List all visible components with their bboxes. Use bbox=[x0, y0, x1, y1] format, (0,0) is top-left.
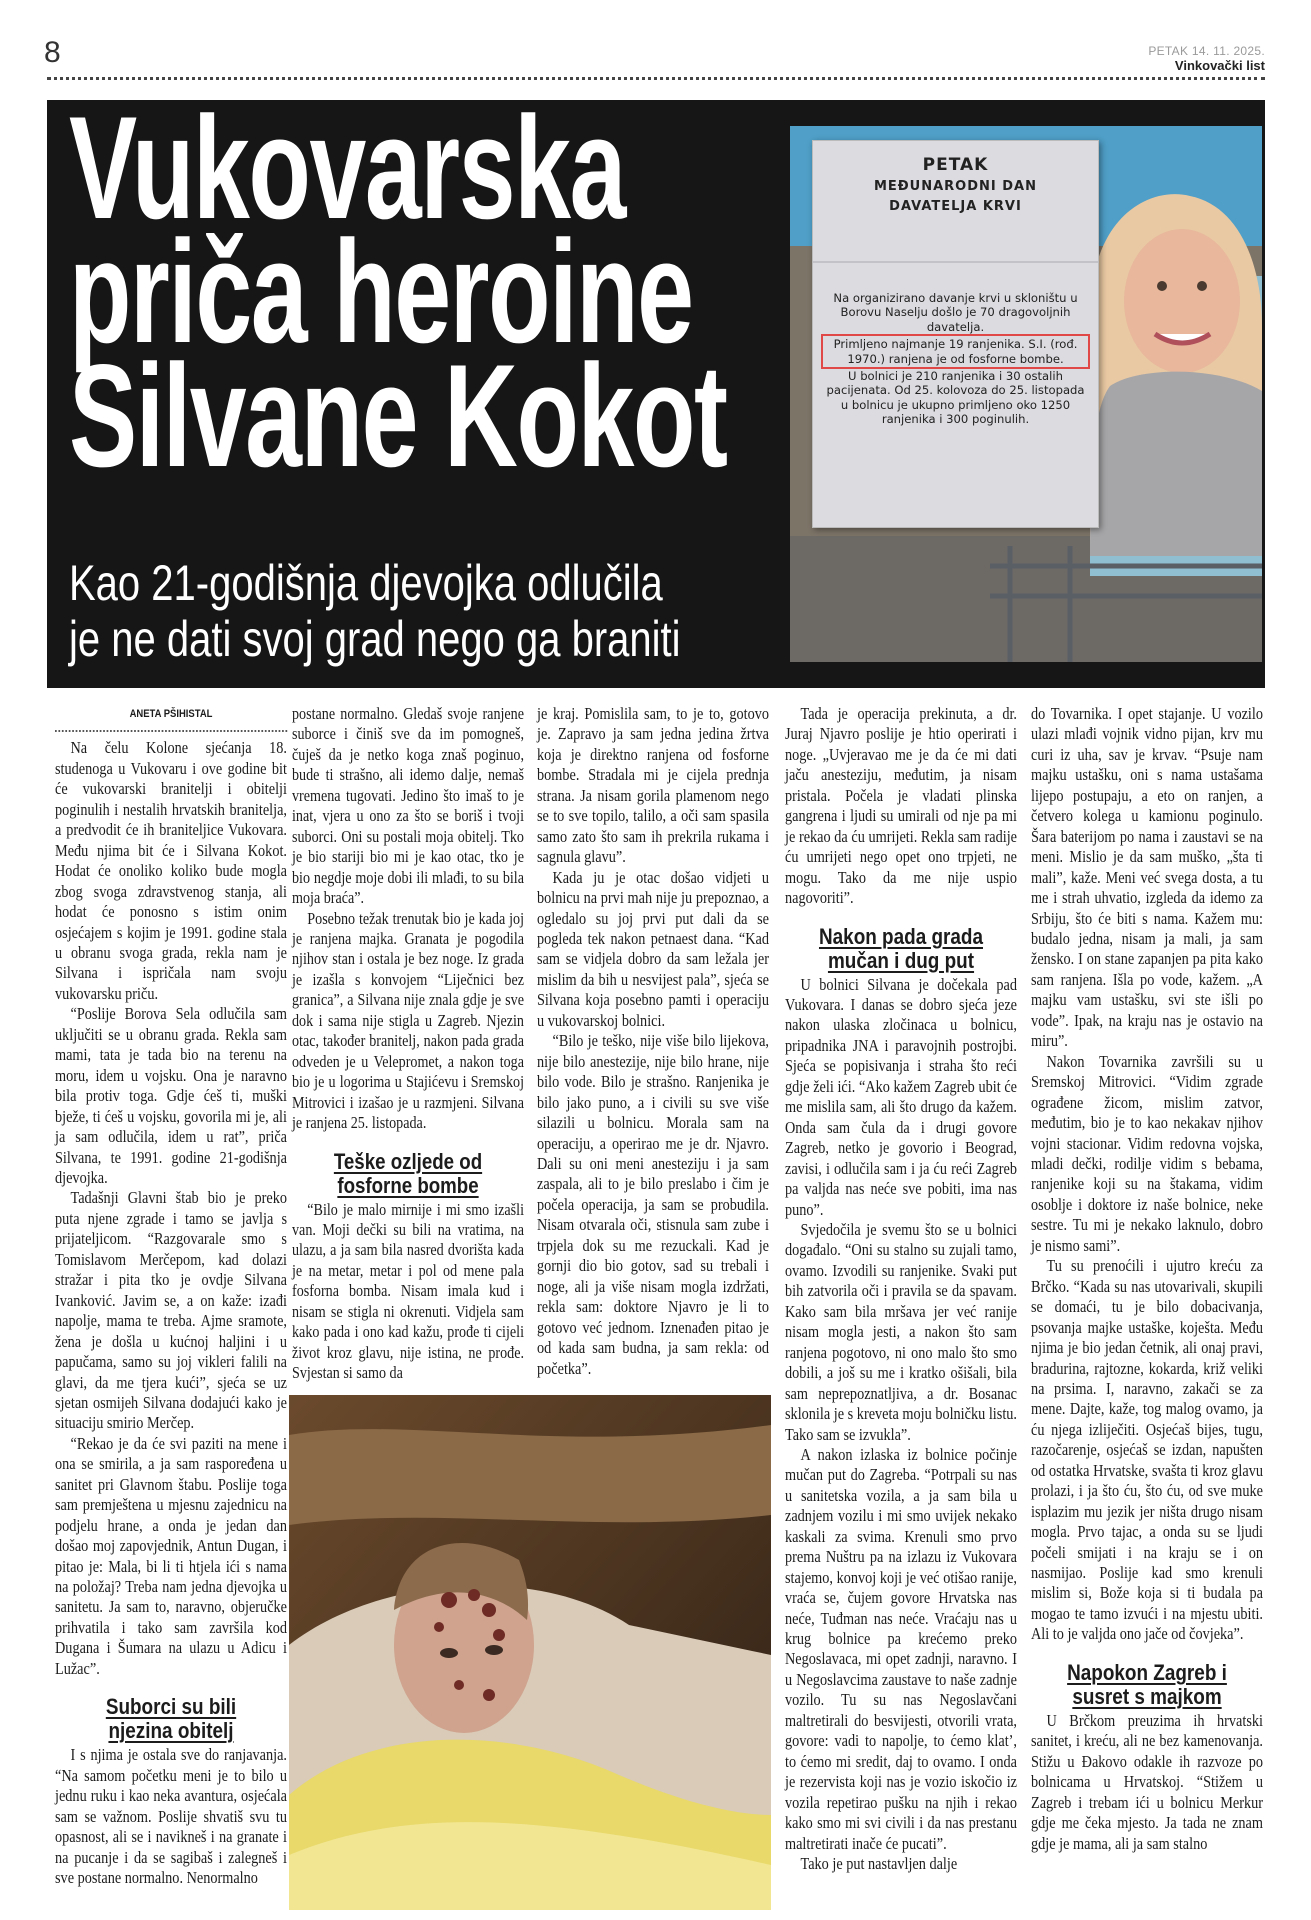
article-paragraph: U bolnici Silvana je dočekala pad Vukovara. I danas se dobro sjeća jeze nakon ulaska zločinaca u bolnicu, pripadnika JNA i paravojnih postrojbi. Sjeća se popisivanja i straha što reći gdje želi ići. “Ako kažem Zagreb ubit će me mislila sam, ali što drugo da kažem. Onda sam čula da i drugi govore Zagreb, netko je govorio i Beograd, zavisi, i odlučila sam i ja ću reći Zagreb pa valjda nas neće sve pobiti, ima nas puno”. bbox=[785, 974, 1017, 1219]
article-paragraph: U Brčkom preuzima ih hrvatski sanitet, i kreću, ali ne bez kamenovanja. Stižu u Đakovo odakle ih razvoze po bolnicama u Hrvatskoj. “Stižem u Zagreb i trebam ići u bolnicu Merkur gdje me čeka mjesto. Ja tada ne znam gdje je mama, ali ja sam stalno bbox=[1031, 1710, 1263, 1853]
section-heading-line: susret s majkom bbox=[1072, 1683, 1222, 1709]
article-paragraph: I s njima je ostala sve do ranjavanja. “Na samom početku meni je to bilo u jednu ruku i kao neka avantura, osjećala sam se važnom. Poslije shvatiš svu tu opasnost, ali se i navikneš i na granate i na pucanje i da se sagibaš i zalegneš i sve postane normalno. Nenormalno bbox=[55, 1745, 287, 1888]
article-paragraph: Na čelu Kolone sjećanja 18. studenoga u Vukovaru i ove godine bit će vukovarski branitelji i obitelji poginulih i nestalih hrvatskih branitelja, a predvodit će ih braniteljice Vukovara. Među njima bit će i Silvana Kokot. Hodat će onoliko koliko bude mogla zbog svoga zdravstvenog stanja, ali hodat će ponosno s istim onim osjećajem s kojim je 1991. godine stala u obranu svoga grada, rekla nam je Silvana i ispričala nam svoju vukovarsku priču. bbox=[55, 738, 287, 1003]
wounded-girl-image bbox=[289, 1395, 771, 1910]
sign-subtitle: DAVATELJA KRVI bbox=[889, 199, 1022, 214]
article-column bbox=[1031, 704, 1263, 1854]
section-heading-line: Napokon Zagreb i bbox=[1067, 1659, 1227, 1685]
masthead-info bbox=[1148, 44, 1265, 73]
sign-text: U bolnici je 210 ranjenika i 30 ostalih pacijenata. Od 25. kolovoza do 25. listopada u bolnicu je ukupno primljeno oko 1250 ranjenika i 300 poginulih. bbox=[826, 369, 1085, 427]
sign-body bbox=[813, 291, 1098, 427]
section-heading bbox=[292, 1150, 524, 1198]
section-heading-line: mučan i dug put bbox=[827, 947, 975, 973]
hospital-photo bbox=[289, 1395, 771, 1910]
portrait-photo bbox=[790, 126, 1262, 662]
article-paragraph: Tadašnji Glavni štab bio je preko puta njene zgrade i tamo se javlja s prijateljicom. “Razgovarale smo s Tomislavom Merčepom, kad dolazi stražar i pita tko je ovdje Silvana Ivanković. Javim se, a on kaže: izađi napolje, mama te treba. Ajme sramote, žena je došla u kućnoj haljini i u papučama, samo su joj vikleri falili na glavi, da me tjera kući”, sjeća se uz sjetan osmijeh Silvana dodajući kako je situaciju smirio Merčep. bbox=[55, 1188, 287, 1433]
article-paragraph: A nakon izlaska iz bolnice počinje mučan put do Zagreba. “Potrpali su nas u sanitetska vozila, a ja sam bila u zadnjem vozilu i mi smo uvijek nekako kaskali za svima. Krenuli smo prvo prema Nuštru pa na izlazu iz Vukovara stajemo, konvoj koji je već otišao ranije, vraća se, čujem govore Hrvatska nas neće, Tuđman nas neće. Vraćaju nas u krug bolnice pa krećemo preko Negoslavaca, mi opet zadnji, naravno. I u Negoslavcima zaustave to naše zadnje vozilo. Tu su nas Negoslavčani maltretirali do besvijesti, otvorili vrata, govore: vadi to napolje, to ćemo klat’, to ćemo mi sredit, daj to ovamo. I onda je rezervista koji nas je vozio iskočio iz vozila repetirao pušku na njih i rekao kako smo mi svi civili i da nas prestanu maltretirati inače će pucati”. bbox=[785, 1444, 1017, 1853]
article-column bbox=[785, 704, 1017, 1874]
issue-date: PETAK 14. 11. 2025. bbox=[1148, 44, 1265, 58]
article-column bbox=[55, 704, 287, 1888]
header-divider bbox=[47, 77, 1265, 80]
article-paragraph: “Bilo je teško, nije više bilo lijekova, nije bilo anestezije, nije bilo hrane, nije bilo vode. Bilo je strašno. Ranjenika je bilo jako puno, a i civili su sve više silazili u bolnicu. Morala sam na operaciju, a operirao me je dr. Njavro. Dali su oni meni anesteziju i ja sam zaspala, ali to je bilo preslabo i čim je počela operacija, ja sam se probudila. Nisam otvarala oči, stisnula sam zube i trpjela dok su me rezuckali. Kad je gornji dio bio gotov, sad su trebali i noge, ali ja više nisam mogla izdržati, rekla sam: doktore Njavro je li to gotovo već jednom. Iznenađen pitao je od kada sam budna, ja sam rekla: od početka”. bbox=[537, 1031, 769, 1378]
subheadline bbox=[69, 555, 833, 667]
sign-highlighted-text: Primljeno najmanje 19 ranjenika. S.I. (rođ. 1970.) ranjena je od fosforne bombe. bbox=[821, 334, 1090, 369]
article-paragraph: Kada ju je otac došao vidjeti u bolnicu na prvi mah nije ju prepoznao, a ogledalo su joj prvi put dali da se pogleda tek nakon petnaest dana. “Kad sam se vidjela dobro da sam ležala jer mislim da bih u nesvijest pala”, sjeća se Silvana koja posebno pamti i operaciju u vukovarskoj bolnici. bbox=[537, 867, 769, 1030]
sign-text: Na organizirano davanje krvi u skloništu u Borovu Naselju došlo je 70 dragovoljnih davatelja. bbox=[833, 291, 1078, 334]
article-paragraph: Posebno težak trenutak bio je kada joj je ranjena majka. Granata je pogodila njihov stan i ostala je bez noge. Iz grada je izašla s konvojem “Liječnici bez granica”, a Silvana nije znala gdje je sve dok i sama nije stigla u Zagreb. Njezin otac, također branitelj, nakon pada grada odveden je u Velepromet, a nakon toga bio je u logorima u Stajićevu i Sremskoj Mitrovici i izašao je u razmjeni. Silvana je ranjena 25. listopada. bbox=[292, 908, 524, 1133]
section-heading-line: fosforne bombe bbox=[337, 1172, 479, 1198]
headline-line: Silvane Kokot bbox=[69, 334, 727, 497]
publication-name: Vinkovački list bbox=[1174, 58, 1265, 73]
article-paragraph: “Rekao je da će svi paziti na mene i ona se smirila, a ja sam raspoređena u sanitet pri Glavnom štabu. Poslije toga sam premještena u mjesnu zajednicu na podjelu hrane, a onda je jedan dan došao moj zapovjednik, Antun Dugan, i pitao je: Mala, bi li ti htjela ići s nama na položaj? Treba nam jedna djevojka u sanitetu. Ja sam to, naravno, objeručke prihvatila i tako sam završila kod Dugana i Šumara na ulazu u Adicu i Lužac”. bbox=[55, 1433, 287, 1678]
article-paragraph: Tu su prenoćili i ujutro kreću za Brčko. “Kada su nas utovarivali, skupili se domaći, tu je bilo dobacivanja, psovanja majke ustaške, koješta. Među njima je bio jedan četnik, ali onaj pravi, bradurina, rajtozne, kokarda, križ veliki na prsima. I, naravno, zakači se za mene. Dajte, kaže, tog malog ovamo, ja ću njega izliječiti. Osjećaš bijes, tugu, razočarenje, osjećaš se izdan, napušten od ostatka Hrvatske, svašta ti kroz glavu prolazi, i ja što ću, što ću, od sve muke isplazim mu jezik jer ništa drugo nisam mogla. Prvo tajac, a onda su se ljudi počeli smijati i na kraju se i on nasmijao. Poslije kad smo krenuli mislim si, Bože koja si ti budala pa mogao te tamo izvući i na mjestu ubiti. Ali to je valjda ono jače od čovjeka”. bbox=[1031, 1256, 1263, 1644]
author-byline: ANETA PŠIHISTAL bbox=[55, 704, 287, 732]
article-column bbox=[292, 704, 524, 1384]
headline-banner bbox=[47, 100, 1265, 688]
article-paragraph: “Poslije Borova Sela odlučila sam uključiti se u obranu grada. Rekla sam mami, tata je tada bio na terenu na moru, idem u vojsku. Ona je naravno bila protiv toga. Gdje ćeš ti, muški bježe, ti ćeš u vojsku, govorila mi je, ali ja sam odlučila, idem u rat”, priča Silvana, te 1991. godine 21-godišnja djevojka. bbox=[55, 1004, 287, 1187]
section-heading bbox=[785, 925, 1017, 973]
article-paragraph: Svjedočila je svemu što se u bolnici događalo. “Oni su stalno su zujali tamo, ovamo. Izvodili su ranjenike. Svaki put bih zatvorila oči i pravila se da spavam. Kako sam bila mršava jer već ranije nisam mogla jesti, a nakon što sam ranjena pogotovo, ni ono malo što smo dobili, a još su me i kratko ošišali, bila sam neprepoznatljiva, a dr. Bosanac sklonila je s kreveta moju bolničku listu. Tako sam se izvukla”. bbox=[785, 1219, 1017, 1444]
article-column bbox=[537, 704, 769, 1379]
subheadline-line: Kao 21-godišnja djevojka odlučila bbox=[69, 555, 663, 611]
article-paragraph: Nakon Tovarnika završili su u Sremskoj Mitrovici. “Vidim zgrade ograđene žicom, mislim zatvor, međutim, bio je to kao nekakav njihov vojni stacionar. Vidim redovna vojska, mladi dečki, rodilje vidim s bebama, ranjenike koji su na štakama, vidim osoblje i doktore iz naše bolnice, neke sestre. Tu mi je nekako laknulo, dobro je nismo sami”. bbox=[1031, 1051, 1263, 1255]
article-paragraph: “Bilo je malo mirnije i mi smo izašli van. Moji dečki su bili na vratima, na ulazu, a ja sam bila nasred dvorišta kada je na metar, metar i pol od mene pala fosforna bomba. Nisam imala kud i nisam se stigla ni okrenuti. Vidjela sam kako pada i ono kad kažu, prođe ti cijeli život kroz glavu, nije istina, ne prođe. Svjestan si samo da bbox=[292, 1199, 524, 1383]
subheadline-line: je ne dati svoj grad nego ga braniti bbox=[69, 611, 681, 667]
section-heading-line: njezina obitelj bbox=[108, 1718, 234, 1744]
sign-subtitle: MEĐUNARODNI DAN bbox=[873, 179, 1038, 194]
page-number: 8 bbox=[44, 36, 61, 69]
article-paragraph: je kraj. Pomislila sam, to je to, gotovo je. Zapravo ja sam jedna jedina žrtva koja je direktno ranjena od fosforne bombe. Stradala mi je cijela prednja strana. Ja nisam gorila plamenom nego se to sve topilo, talilo, a oči sam spasila samo zato što sam ih prekrila rukama i sagnula glavu”. bbox=[537, 704, 769, 867]
article-paragraph: postane normalno. Gledaš svoje ranjene suborce i činiš sve da im pomogneš, čuješ da je netko koga znaš poginuo, bude ti strašno, ali idemo dalje, nemaš vremena tugovati. Jedino što imaš to je inat, vjera u ono za što se boriš i tvoji suborci. Oni su postali moja obitelj. Tko je bio stariji bio mi je kao otac, tko je bio negdje moje dobi ili mlađi, to su bila moja braća”. bbox=[292, 704, 524, 908]
headline-line: Vukovarska bbox=[69, 100, 626, 249]
headline-line: priča heroine bbox=[69, 210, 693, 373]
article-paragraph: Tada je operacija prekinuta, a dr. Juraj Njavro poslije je htio operirati i noge. „Uvjeravao me je da će mi dati jaču anesteziju, međutim, ja nisam pristala. Počela je vladati plinska gangrena i ljudi su umirali od nje pa mi je rekao da ću umrijeti. Rekla sam radije ću umrijeti nego opet ono trpjeti, ne mogu. Tako da me nije uspio nagovoriti”. bbox=[785, 704, 1017, 908]
article-paragraph: Tako je put nastavljen dalje bbox=[800, 1854, 958, 1874]
memorial-sign bbox=[812, 140, 1099, 528]
section-heading-line: Teške ozljede od bbox=[333, 1148, 483, 1174]
sign-title: PETAK bbox=[922, 155, 989, 175]
section-heading bbox=[1031, 1661, 1263, 1709]
sign-divider bbox=[813, 261, 1098, 263]
section-heading bbox=[55, 1695, 287, 1743]
section-heading-line: Nakon pada grada bbox=[818, 923, 984, 949]
section-heading-line: Suborci su bili bbox=[105, 1694, 237, 1720]
article-paragraph: do Tovarnika. I opet stajanje. U vozilo ulazi mlađi vojnik vidno pijan, krv mu curi iz uha, sav je krvav. “Psuje nam majku ustašku, oni s nama ustašama lijepo postupaju, a eto on ranjen, a četvero kolega u kamionu poginulo. Šara baterijom po nama i zaustavi se na meni. Mislio je da sam muško, „šta ti mali”, kaže. Meni već svega dosta, a tu me i strah uhvatio, izgleda da idemo za Srbiju, što će biti s nama. Kažem mu: budalo jedna, nisam ja mali, ja sam žensko. I on stane zapanjen pa pita kako sam ranjena. Išla po vode, kažem. „A majku vam ustašku, svi ste išli po vode”. Ipak, na kraju nas je ostavio na miru”. bbox=[1031, 704, 1263, 1051]
